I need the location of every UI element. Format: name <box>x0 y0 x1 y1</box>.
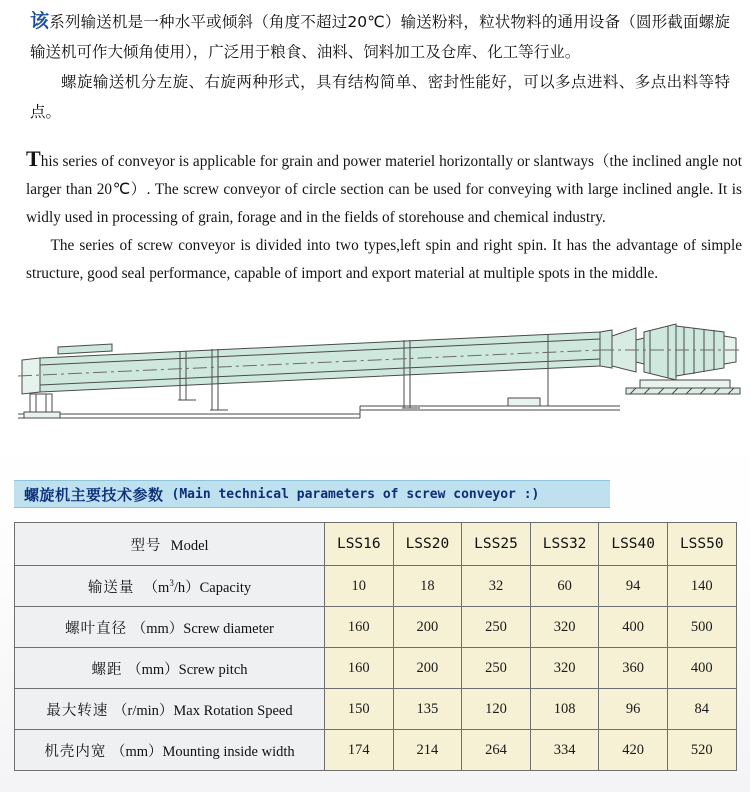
row-label-mounting-inside-width-en: Mounting inside width <box>162 743 295 760</box>
cell-screw-diameter-3: 250 <box>462 607 531 648</box>
cell-max-rotation-speed-6: 84 <box>667 689 736 730</box>
cell-screw-diameter-1: 160 <box>325 607 394 648</box>
cell-mounting-inside-width-5: 420 <box>599 730 668 771</box>
cell-screw-diameter-4: 320 <box>530 607 599 648</box>
chinese-paragraph-1-text: 系列输送机是一种水平或倾斜（角度不超过20℃）输送粉料，粒状物料的通用设备（圆形截面螺旋输送机可作大倾角使用），广泛用于粮食、油料、饲料加工及仓库、化工等行业。 <box>30 13 730 61</box>
table-row-model <box>15 523 737 566</box>
row-label-mounting-inside-width <box>15 730 325 771</box>
cell-screw-pitch-2: 200 <box>393 648 462 689</box>
cell-capacity-1: 10 <box>325 566 394 607</box>
row-label-max-rotation-speed-cn: 最大转速 <box>46 702 109 719</box>
cell-screw-pitch-5: 360 <box>599 648 668 689</box>
row-label-max-rotation-speed-en: Max Rotation Speed <box>173 702 293 719</box>
row-label-screw-pitch-cn: 螺距 <box>91 661 123 678</box>
model-header-2: LSS20 <box>393 523 462 566</box>
screw-conveyor-drawing <box>0 310 750 445</box>
english-intro-block <box>26 148 742 288</box>
cell-screw-pitch-6: 400 <box>667 648 736 689</box>
section-title-en: (Main technical parameters of screw conveyor :) <box>171 486 540 502</box>
row-label-capacity-cn: 输送量 <box>87 579 135 596</box>
cell-mounting-inside-width-2: 214 <box>393 730 462 771</box>
model-header-4: LSS32 <box>530 523 599 566</box>
cell-screw-diameter-5: 400 <box>599 607 668 648</box>
cell-mounting-inside-width-3: 264 <box>462 730 531 771</box>
row-label-model-cn: 型号 <box>130 537 162 554</box>
table-row-screw-diameter <box>15 607 737 648</box>
row-label-capacity <box>15 566 325 607</box>
table-row-max-rotation-speed <box>15 689 737 730</box>
row-label-screw-diameter <box>15 607 325 648</box>
cell-capacity-2: 18 <box>393 566 462 607</box>
chinese-paragraph-2: 螺旋输送机分左旋、右旋两种形式，具有结构简单、密封性能好，可以多点进料、多点出料等特点。 <box>30 73 730 121</box>
cell-mounting-inside-width-1: 174 <box>325 730 394 771</box>
cell-max-rotation-speed-3: 120 <box>462 689 531 730</box>
cell-mounting-inside-width-4: 334 <box>530 730 599 771</box>
section-title-cn: 螺旋机主要技术参数 <box>24 485 164 504</box>
cell-screw-diameter-2: 200 <box>393 607 462 648</box>
row-label-mounting-inside-width-unit: （mm） <box>110 743 163 760</box>
model-header-1: LSS16 <box>325 523 394 566</box>
row-label-capacity-en: Capacity <box>199 579 252 596</box>
cell-capacity-3: 32 <box>462 566 531 607</box>
row-label-screw-pitch <box>15 648 325 689</box>
chinese-intro-block <box>30 6 730 127</box>
technical-parameters-table <box>14 522 737 771</box>
row-label-model-en: Model <box>170 537 209 554</box>
cell-capacity-4: 60 <box>530 566 599 607</box>
cell-screw-pitch-1: 160 <box>325 648 394 689</box>
cell-max-rotation-speed-5: 96 <box>599 689 668 730</box>
cell-max-rotation-speed-4: 108 <box>530 689 599 730</box>
cell-screw-pitch-3: 250 <box>462 648 531 689</box>
model-header-6: LSS50 <box>667 523 736 566</box>
cell-mounting-inside-width-6: 520 <box>667 730 736 771</box>
model-header-5: LSS40 <box>599 523 668 566</box>
table-row-mounting-inside-width <box>15 730 737 771</box>
chinese-paragraph-1 <box>30 6 730 67</box>
row-label-mounting-inside-width-cn: 机壳内宽 <box>44 743 107 760</box>
cell-capacity-6: 140 <box>667 566 736 607</box>
row-label-max-rotation-speed <box>15 689 325 730</box>
row-label-screw-pitch-en: Screw pitch <box>178 661 248 678</box>
table-row-capacity <box>15 566 737 607</box>
chinese-dropcap: 该 <box>30 10 50 32</box>
cell-max-rotation-speed-1: 150 <box>325 689 394 730</box>
cell-screw-pitch-4: 320 <box>530 648 599 689</box>
english-paragraph-2: The series of screw conveyor is divided into two types,left spin and right spin. It has the advantage of simple structure, good seal performance, capable of import and export material at multiple spots in the middle. <box>26 237 742 282</box>
english-dropcap: T <box>26 146 41 171</box>
section-title-bar <box>14 480 610 508</box>
row-label-screw-pitch-unit: （mm） <box>127 661 179 678</box>
cell-capacity-5: 94 <box>599 566 668 607</box>
row-label-capacity-unit: $(m^3/h)$ <box>143 577 200 596</box>
cell-screw-diameter-6: 500 <box>667 607 736 648</box>
english-paragraph-1 <box>26 148 742 232</box>
table-row-screw-pitch <box>15 648 737 689</box>
cell-max-rotation-speed-2: 135 <box>393 689 462 730</box>
english-paragraph-1-text: his series of conveyor is applicable for grain and power materiel horizontally or slantways（the inclined angle not larger than 20℃）. The screw conveyor of circle section can be used for conveying with large inclined angle. It is widly used in processing of grain, forage and in the fields of storehouse and chemical industry. <box>26 153 742 226</box>
row-label-model <box>15 523 325 566</box>
model-header-3: LSS25 <box>462 523 531 566</box>
row-label-screw-diameter-cn: 螺叶直径 <box>65 620 128 637</box>
row-label-screw-diameter-en: Screw diameter <box>183 620 274 637</box>
row-label-screw-diameter-unit: （mm） <box>131 620 184 637</box>
row-label-max-rotation-speed-unit: （r/min） <box>112 702 174 719</box>
